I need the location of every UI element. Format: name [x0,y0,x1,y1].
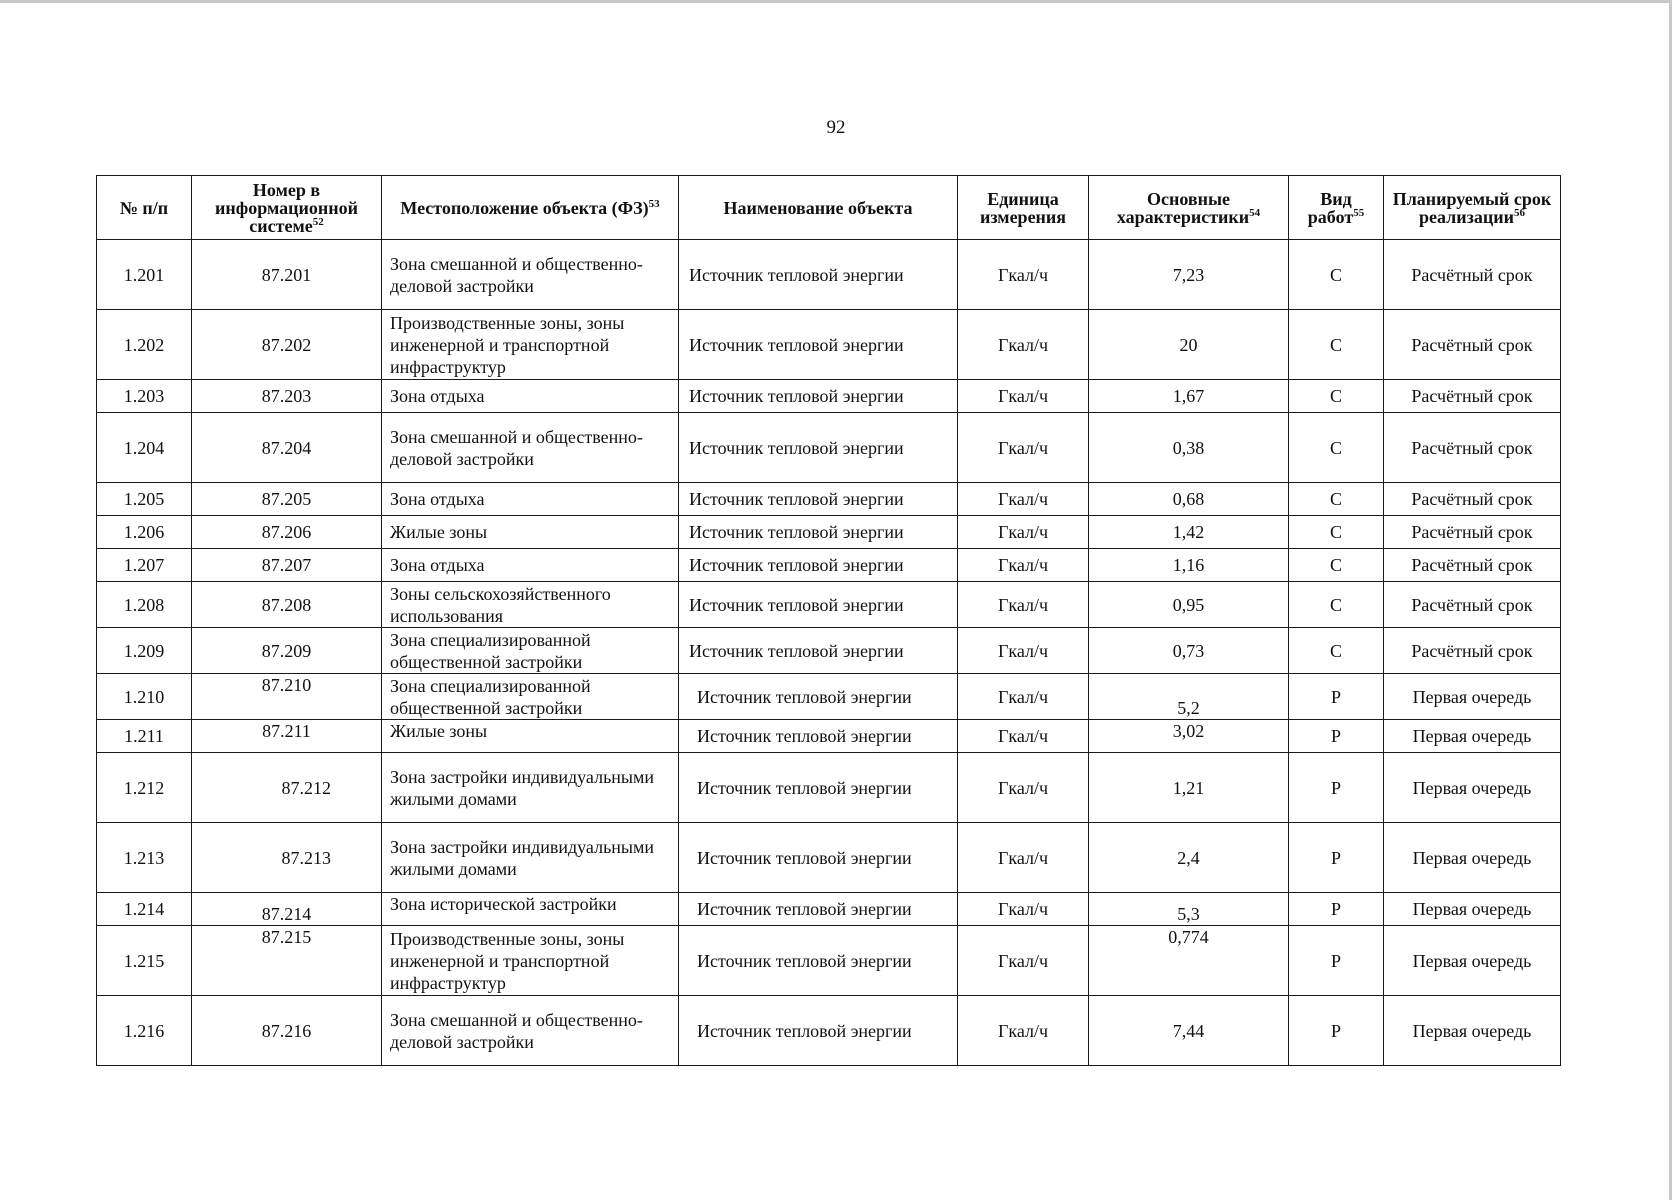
row-number-cell: 1.201 [97,240,192,310]
table-row [97,674,1561,720]
table-row [97,549,1561,582]
work-type-cell: С [1289,516,1384,549]
table-row [97,926,1561,996]
main-characteristic-cell: 0,68 [1089,483,1289,516]
object-name-cell: Источник тепловой энергии [679,516,958,549]
planned-term-cell: Расчётный срок [1384,516,1561,549]
row-number-cell: 1.202 [97,310,192,380]
main-characteristic-cell: 2,4 [1089,823,1289,893]
planned-term-cell: Расчётный срок [1384,582,1561,628]
row-number-cell: 1.206 [97,516,192,549]
object-location-cell: Зона отдыха [382,380,679,413]
object-name-cell: Источник тепловой энергии [679,674,958,720]
object-location-cell: Зона специализированной общественной застройки [382,628,679,674]
row-number-cell: 1.208 [97,582,192,628]
page-number: 92 [826,117,846,138]
planned-term-cell: Первая очередь [1384,720,1561,753]
registry-code-cell: 87.204 [192,413,382,483]
row-number-cell: 1.207 [97,549,192,582]
unit-of-measure-cell: Гкал/ч [958,240,1089,310]
header-cell-code: Номер в информационной системе$^{52}$ [192,176,382,240]
work-type-cell: Р [1289,753,1384,823]
object-location-cell: Зона отдыха [382,549,679,582]
work-type-cell: С [1289,582,1384,628]
unit-of-measure-cell: Гкал/ч [958,720,1089,753]
work-type-cell: С [1289,240,1384,310]
object-location-cell: Производственные зоны, зоны инженерной и транспортной инфраструктур [382,310,679,380]
table-row [97,582,1561,628]
object-name-cell: Источник тепловой энергии [679,628,958,674]
object-location-cell: Зона смешанной и общественно-деловой застройки [382,996,679,1066]
registry-code-cell: 87.202 [192,310,382,380]
object-location-cell: Зона застройки индивидуальными жилыми домами [382,753,679,823]
unit-of-measure-cell: Гкал/ч [958,582,1089,628]
table-row [97,516,1561,549]
table-row [97,380,1561,413]
object-name-cell: Источник тепловой энергии [679,413,958,483]
header-cell-characteristics: Основные характеристики$^{54}$ [1089,176,1289,240]
registry-code-cell: 87.205 [192,483,382,516]
unit-of-measure-cell: Гкал/ч [958,996,1089,1066]
header-cell-term: Планируемый срок реализации$^{56}$ [1384,176,1561,240]
registry-code-cell: 87.209 [192,628,382,674]
unit-of-measure-cell: Гкал/ч [958,516,1089,549]
main-characteristic-cell: 1,67 [1089,380,1289,413]
row-number-cell: 1.209 [97,628,192,674]
planned-term-cell: Расчётный срок [1384,240,1561,310]
object-name-cell: Источник тепловой энергии [679,380,958,413]
work-type-cell: С [1289,483,1384,516]
registry-code-cell: 87.216 [192,996,382,1066]
object-location-cell: Зона смешанной и общественно-деловой застройки [382,413,679,483]
row-number-cell: 1.215 [97,926,192,996]
planned-term-cell: Первая очередь [1384,823,1561,893]
row-number-cell: 1.204 [97,413,192,483]
planned-term-cell: Расчётный срок [1384,628,1561,674]
object-name-cell: Источник тепловой энергии [679,582,958,628]
main-characteristic-cell: 1,21 [1089,753,1289,823]
planned-term-cell: Первая очередь [1384,753,1561,823]
unit-of-measure-cell: Гкал/ч [958,893,1089,926]
unit-of-measure-cell: Гкал/ч [958,483,1089,516]
object-location-cell: Зона исторической застройки [382,893,679,926]
row-number-cell: 1.210 [97,674,192,720]
unit-of-measure-cell: Гкал/ч [958,674,1089,720]
work-type-cell: С [1289,380,1384,413]
object-name-cell: Источник тепловой энергии [679,893,958,926]
object-location-cell: Жилые зоны [382,720,679,753]
object-name-cell: Источник тепловой энергии [679,996,958,1066]
registry-code-cell: 87.207 [192,549,382,582]
object-location-cell: Производственные зоны, зоны инженерной и транспортной инфраструктур [382,926,679,996]
table-row [97,753,1561,823]
work-type-cell: С [1289,310,1384,380]
registry-code-cell: 87.213 [192,823,382,893]
header-cell-name: Наименование объекта [679,176,958,240]
main-characteristic-cell: 5,3 [1089,893,1289,926]
main-characteristic-cell: 1,42 [1089,516,1289,549]
row-number-cell: 1.211 [97,720,192,753]
table-row [97,240,1561,310]
header-cell-work-type: Вид работ$^{55}$ [1289,176,1384,240]
planned-term-cell: Расчётный срок [1384,549,1561,582]
registry-code-cell: 87.208 [192,582,382,628]
main-characteristic-cell: 5,2 [1089,674,1289,720]
work-type-cell: Р [1289,893,1384,926]
table-row [97,996,1561,1066]
object-name-cell: Источник тепловой энергии [679,240,958,310]
row-number-cell: 1.203 [97,380,192,413]
object-name-cell: Источник тепловой энергии [679,310,958,380]
unit-of-measure-cell: Гкал/ч [958,380,1089,413]
planned-term-cell: Расчётный срок [1384,483,1561,516]
work-type-cell: С [1289,549,1384,582]
unit-of-measure-cell: Гкал/ч [958,823,1089,893]
main-characteristic-cell: 20 [1089,310,1289,380]
objects-table [96,175,1561,1066]
work-type-cell: Р [1289,674,1384,720]
work-type-cell: Р [1289,996,1384,1066]
main-characteristic-cell: 7,23 [1089,240,1289,310]
registry-code-cell: 87.201 [192,240,382,310]
object-location-cell: Зона специализированной общественной застройки [382,674,679,720]
work-type-cell: Р [1289,926,1384,996]
table-row [97,893,1561,926]
table-body [97,240,1561,1066]
main-characteristic-cell: 0,73 [1089,628,1289,674]
work-type-cell: С [1289,413,1384,483]
main-characteristic-cell: 0,95 [1089,582,1289,628]
planned-term-cell: Первая очередь [1384,996,1561,1066]
work-type-cell: С [1289,628,1384,674]
work-type-cell: Р [1289,720,1384,753]
planned-term-cell: Первая очередь [1384,926,1561,996]
registry-code-cell: 87.206 [192,516,382,549]
object-name-cell: Источник тепловой энергии [679,823,958,893]
main-characteristic-cell: 0,38 [1089,413,1289,483]
unit-of-measure-cell: Гкал/ч [958,628,1089,674]
table-row [97,310,1561,380]
table-row [97,628,1561,674]
table-header-row [97,176,1561,240]
object-location-cell: Зона застройки индивидуальными жилыми домами [382,823,679,893]
object-name-cell: Источник тепловой энергии [679,720,958,753]
row-number-cell: 1.212 [97,753,192,823]
object-location-cell: Зона смешанной и общественно-деловой застройки [382,240,679,310]
unit-of-measure-cell: Гкал/ч [958,549,1089,582]
object-name-cell: Источник тепловой энергии [679,483,958,516]
main-characteristic-cell: 1,16 [1089,549,1289,582]
row-number-cell: 1.213 [97,823,192,893]
main-characteristic-cell: 3,02 [1089,720,1289,753]
work-type-cell: Р [1289,823,1384,893]
object-name-cell: Источник тепловой энергии [679,549,958,582]
table-row [97,483,1561,516]
registry-code-cell: 87.214 [192,893,382,926]
registry-code-cell: 87.215 [192,926,382,996]
table-row [97,823,1561,893]
object-location-cell: Зоны сельскохозяйственного использования [382,582,679,628]
registry-code-cell: 87.203 [192,380,382,413]
row-number-cell: 1.216 [97,996,192,1066]
main-characteristic-cell: 7,44 [1089,996,1289,1066]
header-cell-num: № п/п [97,176,192,240]
object-name-cell: Источник тепловой энергии [679,753,958,823]
header-cell-unit: Единица измерения [958,176,1089,240]
planned-term-cell: Первая очередь [1384,674,1561,720]
unit-of-measure-cell: Гкал/ч [958,413,1089,483]
object-name-cell: Источник тепловой энергии [679,926,958,996]
registry-code-cell: 87.210 [192,674,382,720]
unit-of-measure-cell: Гкал/ч [958,753,1089,823]
planned-term-cell: Расчётный срок [1384,413,1561,483]
main-characteristic-cell: 0,774 [1089,926,1289,996]
table-row [97,720,1561,753]
header-cell-location: Местоположение объекта (ФЗ)$^{53}$ [382,176,679,240]
registry-code-cell: 87.212 [192,753,382,823]
object-location-cell: Жилые зоны [382,516,679,549]
unit-of-measure-cell: Гкал/ч [958,926,1089,996]
unit-of-measure-cell: Гкал/ч [958,310,1089,380]
planned-term-cell: Расчётный срок [1384,310,1561,380]
object-location-cell: Зона отдыха [382,483,679,516]
registry-code-cell: 87.211 [192,720,382,753]
table-row [97,413,1561,483]
scan-top-border [0,0,1672,3]
row-number-cell: 1.205 [97,483,192,516]
planned-term-cell: Первая очередь [1384,893,1561,926]
planned-term-cell: Расчётный срок [1384,380,1561,413]
row-number-cell: 1.214 [97,893,192,926]
